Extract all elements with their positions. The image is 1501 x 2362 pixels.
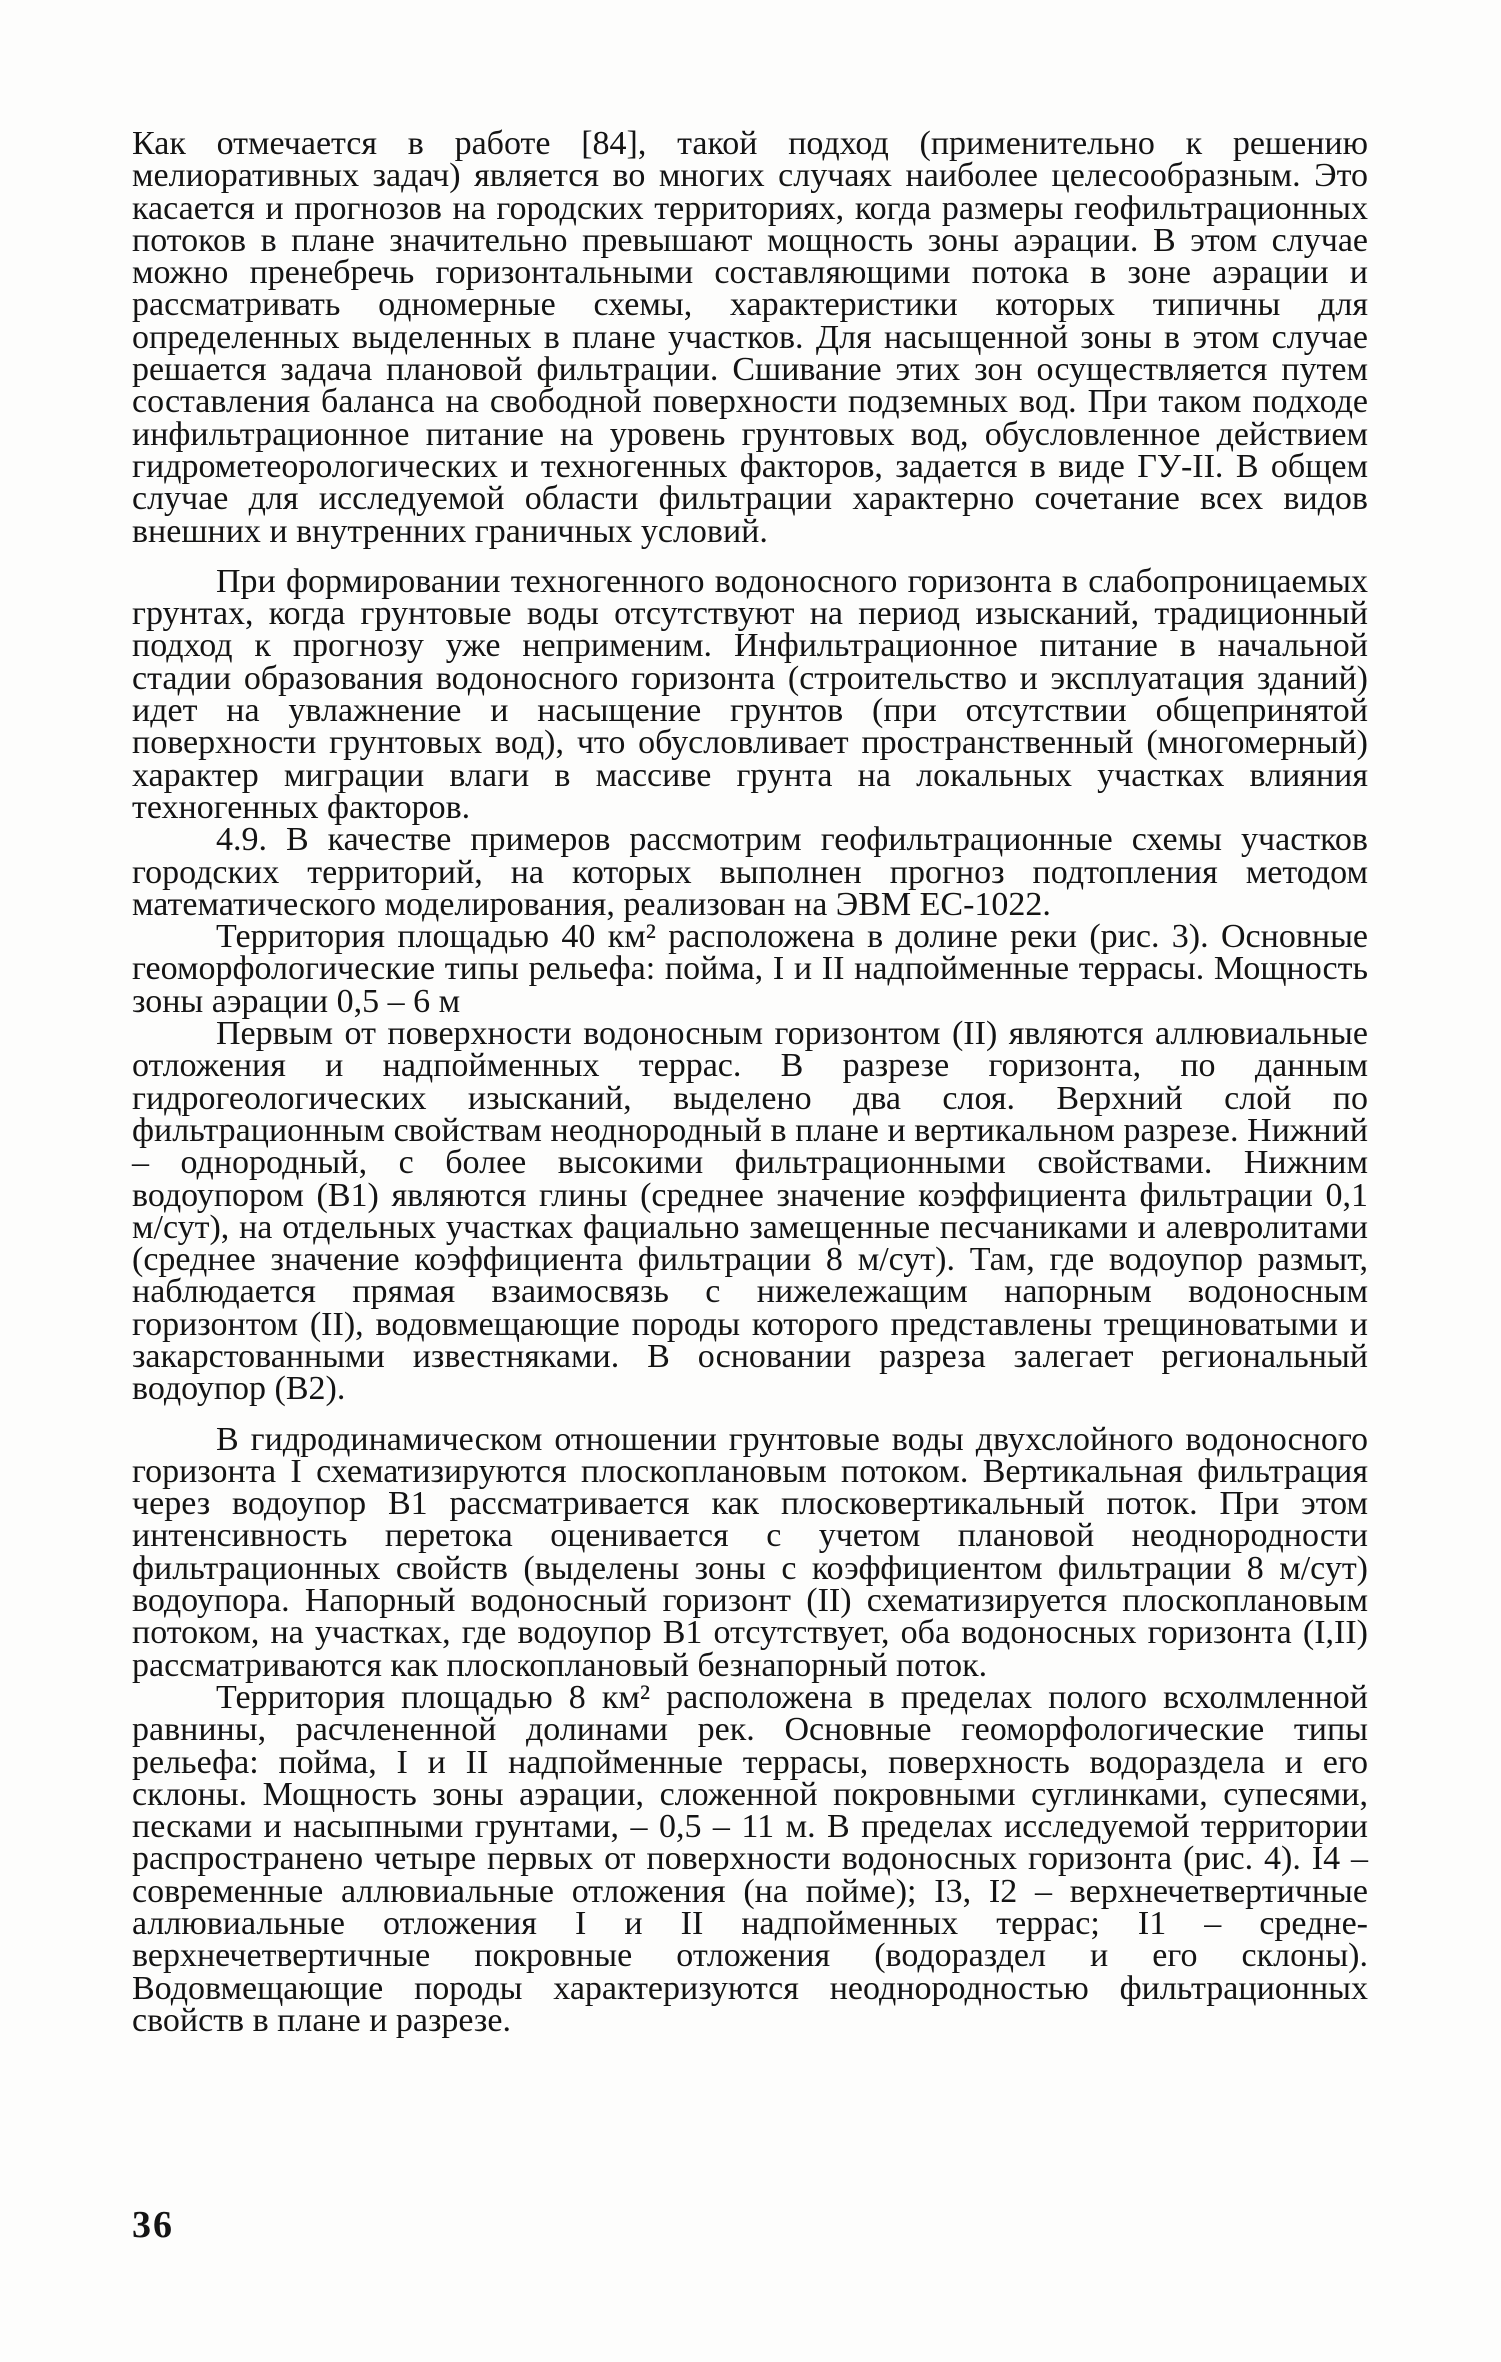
body-text — [132, 125, 1368, 2039]
page-number: 36 — [132, 2204, 174, 2246]
paragraph-technogenic-aquifer: При формировании техногенного водоносного горизонта в слабопроницаемых грунтах, когда грунтовые воды отсутствуют на период изысканий, традиционный подход к прогнозу уже неприменим. Инфильтрационное питание в начальной стадии образования водоносного горизонта (строительство и эксплуатация зданий) идет на увлажнение и насыщение грунтов (при отсутствии общепринятой поверхности грунтовых вод), что обусловливает пространственный (многомерный) характер миграции влаги в массиве грунта на локальных участках влияния техногенных факторов. — [132, 562, 1368, 826]
paragraph-section-4-9: 4.9. В качестве примеров рассмотрим геофильтрационные схемы участков городских территорий, на которых выполнен прогноз подтопления методом математического моделирования, реализован на ЭВМ ЕС-1022. — [132, 821, 1368, 923]
paragraph-territory-40km: Территория площадью 40 км² расположена в долине реки (рис. 3). Основные геоморфологические типы рельефа: пойма, I и II надпойменные террасы. Мощность зоны аэрации 0,5 – 6 м — [132, 918, 1368, 1020]
paragraph-filtration-approach: Как отмечается в работе [84], такой подход (применительно к решению мелиоративных задач) является во многих случаях наиболее целесообразным. Это касается и прогнозов на городских территориях, когда размеры геофильтрационных потоков в плане значительно превышают мощность зоны аэрации. В этом случае можно пренебречь горизонтальными составляющими потока в зоне аэрации и рассматривать одномерные схемы, характеристики которых типичны для определенных выделенных в плане участков. Для насыщенной зоны в этом случае решается задача плановой фильтрации. Сшивание этих зон осуществляется путем составления баланса на свободной поверхности подземных вод. При таком подходе инфильтрационное питание на уровень грунтовых вод, обусловленное действием гидрометеорологических и техногенных факторов, задается в виде ГУ-II. В общем случае для исследуемой области фильтрации характерно сочетание всех видов внешних и внутренних граничных условий. — [132, 125, 1368, 550]
paragraph-hydrodynamic: В гидродинамическом отношении грунтовые воды двухслойного водоносного горизонта I схематизируются плоскоплановым потоком. Вертикальная фильтрация через водоупор B1 рассматривается как плосковертикальный поток. При этом интенсивность перетока оценивается с учетом плановой неоднородности фильтрационных свойств (выделены зоны с коэффициентом фильтрации 8 м/сут) водоупора. Напорный водоносный горизонт (II) схематизируется плоскоплановым потоком, на участках, где водоупор B1 отсутствует, оба водоносных горизонта (I,II) рассматриваются как плоскоплановый безнапорный поток. — [132, 1420, 1368, 1684]
paragraph-territory-8km: Территория площадью 8 км² расположена в пределах полого всхолмленной равнины, расчлененной долинами рек. Основные геоморфологические типы рельефа: пойма, I и II надпойменные террасы, поверхность водораздела и его склоны. Мощность зоны аэрации, сложенной покровными суглинками, супесями, песками и насыпными грунтами, – 0,5 – 11 м. В пределах исследуемой территории распространено четыре первых от поверхности водоносных горизонта (рис. 4). I4 – современные аллювиальные отложения (на пойме); I3, I2 – верхнечетвертичные аллювиальные отложения I и II надпойменных террас; I1 – средне-верхнечетвертичные покровные отложения (водораздел и его склоны). Водовмещающие породы характеризуются неоднородностью фильтрационных свойств в плане и разрезе. — [132, 1678, 1368, 2039]
paragraph-first-aquifer: Первым от поверхности водоносным горизонтом (II) являются аллювиальные отложения и надпойменных террас. В разрезе горизонта, по данным гидрогеологических изысканий, выделено два слоя. Верхний слой по фильтрационным свойствам неоднородный в плане и вертикальном разрезе. Нижний – однородный, с более высокими фильтрационными свойствами. Нижним водоупором (B1) являются глины (среднее значение коэффициента фильтрации 0,1 м/сут), на отдельных участках фациально замещенные песчаниками и алевролитами (среднее значение коэффициента фильтрации 8 м/сут). Там, где водоупор размыт, наблюдается прямая взаимосвязь с нижележащим напорным водоносным горизонтом (II), водовмещающие породы которого представлены трещиноватыми и закарстованными известняками. В основании разреза залегает региональный водоупор (B2). — [132, 1015, 1368, 1408]
